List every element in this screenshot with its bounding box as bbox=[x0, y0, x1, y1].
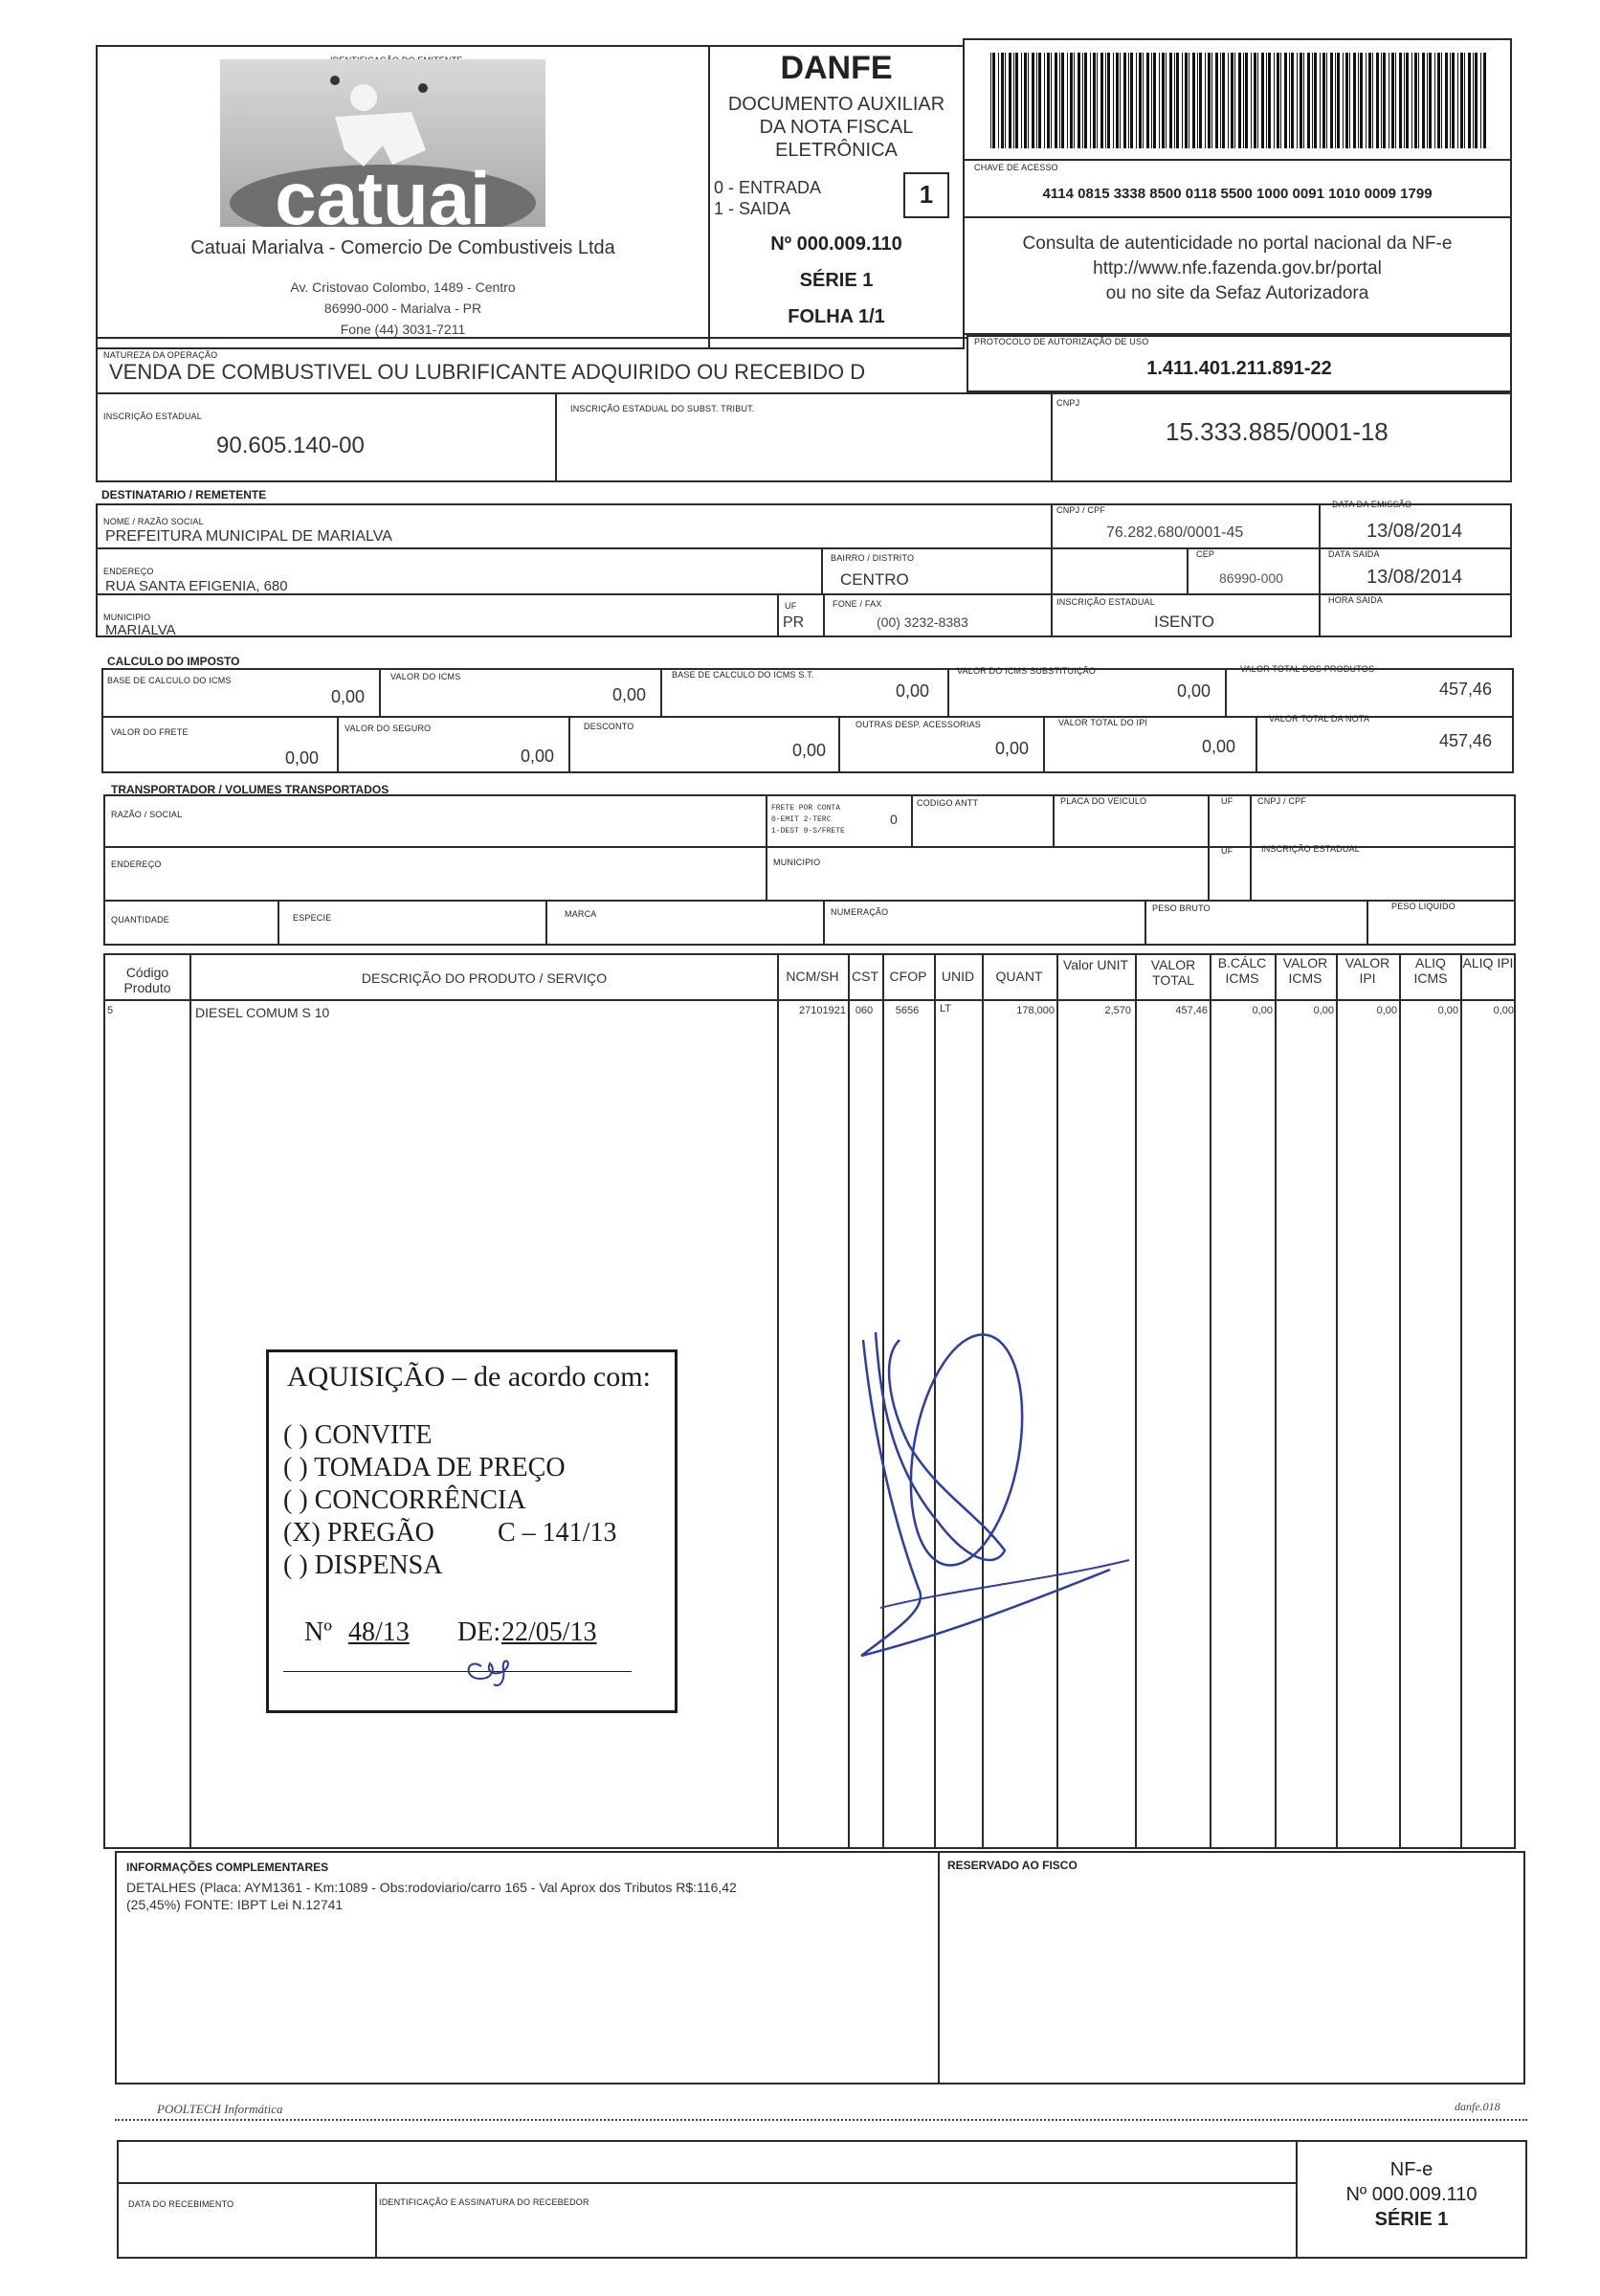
tr-v6 bbox=[278, 900, 279, 946]
tr-antt-label: CODIGO ANTT bbox=[917, 798, 979, 808]
danfe-saida: 1 - SAIDA bbox=[714, 199, 791, 218]
tr-endereco-label: ENDEREÇO bbox=[111, 859, 162, 869]
info-line1: DETALHES (Placa: AYM1361 - Km:1089 - Obs:rodoviario/carro 165 - Val Aprox dos Tributos R$:116,42 bbox=[126, 1880, 737, 1895]
danfe-title: DANFE bbox=[780, 50, 893, 86]
dest-h2 bbox=[96, 593, 1512, 595]
info-label: INFORMAÇÕES COMPLEMENTARES bbox=[126, 1861, 329, 1874]
v-ipi-label: VALOR TOTAL DO IPI bbox=[1058, 718, 1148, 727]
canhoto-data-label: DATA DO RECEBIMENTO bbox=[128, 2199, 234, 2209]
danfe-folha: FOLHA 1/1 bbox=[788, 306, 885, 327]
dest-ie: ISENTO bbox=[1154, 613, 1214, 631]
dest-municipio-label: MUNICIPIO bbox=[103, 613, 151, 622]
dest-cep-label: CEP bbox=[1196, 549, 1215, 559]
consulta-line2: http://www.nfe.fazenda.gov.br/portal bbox=[1093, 258, 1382, 279]
imposto-section: CALCULO DO IMPOSTO bbox=[107, 655, 240, 668]
tr-v1 bbox=[766, 794, 767, 900]
tr-peso-bruto-label: PESO BRUTO bbox=[1152, 903, 1211, 913]
bc-icms: 0,00 bbox=[331, 687, 366, 706]
canhoto-v1 bbox=[375, 2182, 377, 2259]
protocolo-label: PROTOCOLO DE AUTORIZAÇÃO DE USO bbox=[974, 337, 1149, 346]
dest-cnpj: 76.282.680/0001-45 bbox=[1106, 524, 1244, 541]
emitente-phone: Fone (44) 3031-7211 bbox=[340, 322, 466, 337]
col-header-ncm: NCM/SH bbox=[786, 969, 839, 984]
logo-text: catuai bbox=[275, 156, 491, 227]
tr-v7 bbox=[545, 900, 547, 946]
dest-cnpj-label: CNPJ / CPF bbox=[1056, 505, 1106, 515]
cnpj-emit-label: CNPJ bbox=[1056, 398, 1080, 408]
ins-div2 bbox=[1051, 392, 1053, 482]
col-div-1 bbox=[189, 953, 191, 1849]
protocolo-value: 1.411.401.211.891-22 bbox=[1146, 358, 1332, 379]
imp-v3 bbox=[947, 668, 949, 716]
consulta-line1: Consulta de autenticidade no portal nacional da NF-e bbox=[1022, 234, 1453, 254]
emitente-address2: 86990-000 - Marialva - PR bbox=[323, 301, 482, 316]
dest-v5 bbox=[777, 593, 779, 637]
row-ncm: 27101921 bbox=[799, 1005, 846, 1016]
row-vunit: 2,570 bbox=[1104, 1005, 1131, 1016]
footer-left: POOLTECH Informática bbox=[157, 2102, 283, 2116]
bc-st-label: BASE DE CALCULO DO ICMS S.T. bbox=[672, 670, 814, 680]
dest-hora-label: HORA SAIDA bbox=[1328, 595, 1384, 605]
dest-municipio: MARIALVA bbox=[105, 622, 176, 638]
tr-placa-label: PLACA DO VEICULO bbox=[1060, 796, 1147, 806]
row-unid: LT bbox=[940, 1003, 952, 1014]
dest-uf: PR bbox=[783, 614, 805, 631]
col-header-vtotal: VALOR TOTAL bbox=[1150, 957, 1196, 988]
desconto: 0,00 bbox=[792, 741, 827, 760]
dest-h1 bbox=[96, 547, 1512, 549]
tr-v8 bbox=[823, 900, 825, 946]
tr-v5 bbox=[1250, 794, 1252, 900]
stamp-opt-convite: ( ) CONVITE bbox=[283, 1420, 433, 1450]
dest-v2 bbox=[1319, 503, 1321, 637]
dest-cep: 86990-000 bbox=[1219, 570, 1283, 586]
tr-cnpj-label: CNPJ / CPF bbox=[1257, 796, 1307, 806]
danfe-tipo: 1 bbox=[919, 180, 934, 209]
dest-emissao: 13/08/2014 bbox=[1367, 521, 1463, 542]
imp-v5 bbox=[337, 716, 339, 773]
v-prod-label: VALOR TOTAL DOS PRODUTOS bbox=[1240, 664, 1375, 674]
dest-fone: (00) 3232-8383 bbox=[877, 614, 968, 630]
row-vtotal: 457,46 bbox=[1175, 1005, 1208, 1016]
outras: 0,00 bbox=[995, 739, 1030, 758]
col-header-aliqicms: ALIQ ICMS bbox=[1413, 955, 1448, 986]
chave-divider2 bbox=[963, 216, 1512, 218]
desconto-label: DESCONTO bbox=[584, 722, 634, 731]
v-frete: 0,00 bbox=[285, 748, 320, 768]
col-div-2 bbox=[777, 953, 779, 1849]
tr-municipio-label: MUNICIPIO bbox=[773, 858, 821, 867]
ie-value: 90.605.140-00 bbox=[216, 433, 365, 458]
row-descricao: DIESEL COMUM S 10 bbox=[195, 1005, 330, 1020]
danfe-subtitle3: ELETRÔNICA bbox=[775, 140, 898, 161]
v-ipi: 0,00 bbox=[1202, 737, 1236, 756]
canhoto-h1 bbox=[117, 2182, 1296, 2184]
col-div-13 bbox=[1460, 953, 1462, 1849]
v-st: 0,00 bbox=[1177, 681, 1211, 701]
col-header-vicms: VALOR ICMS bbox=[1282, 955, 1328, 986]
dest-bairro: CENTRO bbox=[840, 570, 909, 589]
prod-header-line bbox=[103, 999, 1516, 1001]
dest-saida-label: DATA SAIDA bbox=[1328, 549, 1380, 559]
col-div-9 bbox=[1210, 953, 1211, 1849]
tr-quantidade-label: QUANTIDADE bbox=[111, 915, 170, 925]
v-seguro-label: VALOR DO SEGURO bbox=[344, 724, 432, 733]
v-seguro: 0,00 bbox=[521, 747, 555, 766]
natureza-label: NATUREZA DA OPERAÇÃO bbox=[103, 350, 218, 360]
stamp-opt-dispensa: ( ) DISPENSA bbox=[283, 1550, 443, 1580]
stamp-no-value: 48/13 bbox=[348, 1617, 410, 1647]
dest-v3 bbox=[821, 547, 823, 593]
v-frete-label: VALOR DO FRETE bbox=[111, 727, 189, 737]
catuai-logo bbox=[220, 59, 545, 227]
consulta-line3: ou no site da Sefaz Autorizadora bbox=[1105, 283, 1369, 303]
col-header-cst: CST bbox=[852, 969, 878, 984]
dest-endereco-label: ENDEREÇO bbox=[103, 567, 154, 576]
v-st-label: VALOR DO ICMS SUBSTITUIÇÃO bbox=[957, 666, 1097, 676]
danfe-subtitle2: DA NOTA FISCAL bbox=[759, 117, 914, 138]
transportador-section: TRANSPORTADOR / VOLUMES TRANSPORTADOS bbox=[111, 783, 389, 796]
outras-label: OUTRAS DESP. ACESSORIAS bbox=[856, 720, 981, 729]
tr-v2 bbox=[911, 794, 913, 846]
v-nota: 457,46 bbox=[1439, 731, 1493, 750]
stamp-opt-concorrencia: ( ) CONCORRÊNCIA bbox=[283, 1485, 526, 1515]
ie-label: INSCRIÇÃO ESTADUAL bbox=[103, 412, 202, 421]
cnpj-emit-value: 15.333.885/0001-18 bbox=[1166, 417, 1389, 446]
tr-peso-liquido-label: PESO LIQUIDO bbox=[1391, 902, 1456, 911]
dest-v1 bbox=[1051, 503, 1053, 637]
bc-st: 0,00 bbox=[896, 681, 930, 701]
stamp-opt-tomada: ( ) TOMADA DE PREÇO bbox=[283, 1453, 566, 1482]
footer-dotted bbox=[115, 2119, 1527, 2121]
dest-endereco: RUA SANTA EFIGENIA, 680 bbox=[105, 578, 288, 594]
stamp-opt-pregao: (X) PREGÃO bbox=[283, 1518, 434, 1548]
dest-uf-label: UF bbox=[785, 601, 797, 611]
ins-div1 bbox=[555, 392, 557, 482]
col-header-bcicms: B.CÁLC ICMS bbox=[1217, 955, 1267, 986]
imp-v2 bbox=[660, 668, 662, 716]
row-cfop: 5656 bbox=[895, 1005, 920, 1016]
row-cst: 060 bbox=[855, 1005, 874, 1016]
tr-frete-label1: FRETE POR CONTA bbox=[771, 804, 841, 813]
stamp-pregao-number: C – 141/13 bbox=[498, 1518, 617, 1548]
row-aliqicms: 0,00 bbox=[1437, 1005, 1458, 1016]
col-header-vunit: Valor UNIT bbox=[1062, 957, 1129, 972]
row-bcicms: 0,00 bbox=[1252, 1005, 1273, 1016]
dest-saida: 13/08/2014 bbox=[1367, 567, 1463, 588]
stamp-no-label: Nº bbox=[304, 1617, 332, 1647]
dest-v4 bbox=[1187, 547, 1189, 593]
tr-uf2-label: UF bbox=[1221, 846, 1233, 856]
col-header-vipi: VALOR IPI bbox=[1344, 955, 1390, 986]
reservado-label: RESERVADO AO FISCO bbox=[947, 1859, 1078, 1872]
canhoto-assinatura-label: IDENTIFICAÇÃO E ASSINATURA DO RECEBEDOR bbox=[379, 2197, 589, 2207]
imp-v4 bbox=[1225, 668, 1227, 716]
col-div-10 bbox=[1275, 953, 1277, 1849]
tr-ie-label: INSCRIÇÃO ESTADUAL bbox=[1261, 844, 1360, 854]
imp-v8 bbox=[1043, 716, 1045, 773]
stamp-title: AQUISIÇÃO – de acordo com: bbox=[287, 1361, 651, 1393]
col-header-descricao: DESCRIÇÃO DO PRODUTO / SERVIÇO bbox=[361, 970, 608, 986]
imp-v6 bbox=[568, 716, 570, 773]
dest-emissao-label: DATA DA EMISSÃO bbox=[1332, 500, 1412, 509]
tr-v4 bbox=[1208, 794, 1210, 900]
barcode bbox=[990, 53, 1488, 148]
v-nota-label: VALOR TOTAL DA NOTA bbox=[1269, 714, 1370, 724]
dest-ie-label: INSCRIÇÃO ESTADUAL bbox=[1056, 597, 1155, 607]
danfe-entrada: 0 - ENTRADA bbox=[714, 178, 822, 197]
v-prod: 457,46 bbox=[1439, 680, 1493, 699]
tr-frete: 0 bbox=[890, 812, 898, 827]
col-header-unid: UNID bbox=[941, 969, 975, 984]
tr-especie-label: ESPECIE bbox=[293, 913, 332, 923]
row-codigo: 5 bbox=[107, 1005, 114, 1016]
info-divider bbox=[938, 1851, 940, 2084]
dest-nome: PREFEITURA MUNICIPAL DE MARIALVA bbox=[105, 528, 392, 545]
col-header-aliqipi: ALIQ IPI bbox=[1462, 955, 1514, 970]
imp-v9 bbox=[1256, 716, 1257, 773]
canhoto-nfe: NF-e bbox=[1389, 2159, 1433, 2180]
tr-v9 bbox=[1144, 900, 1146, 946]
imp-v7 bbox=[838, 716, 840, 773]
danfe-numero: Nº 000.009.110 bbox=[770, 234, 902, 255]
dest-v6 bbox=[823, 593, 825, 637]
info-line2: (25,45%) FONTE: IBPT Lei N.12741 bbox=[126, 1897, 344, 1912]
tr-h2 bbox=[103, 900, 1516, 902]
row-vipi: 0,00 bbox=[1376, 1005, 1397, 1016]
chave-label: CHAVE DE ACESSO bbox=[974, 163, 1058, 172]
col-header-quant: QUANT bbox=[995, 969, 1043, 984]
handwritten-initials bbox=[457, 1642, 544, 1690]
v-icms: 0,00 bbox=[612, 685, 647, 704]
danfe-subtitle1: DOCUMENTO AUXILIAR bbox=[727, 94, 945, 115]
chave-value: 4114 0815 3338 8500 0118 5500 1000 0091 1010 0009 1799 bbox=[1042, 186, 1433, 202]
emitente-address1: Av. Cristovao Colombo, 1489 - Centro bbox=[290, 279, 516, 295]
chave-divider bbox=[963, 159, 1512, 161]
canhoto-numero: Nº 000.009.110 bbox=[1345, 2184, 1478, 2205]
row-quant: 178,000 bbox=[1016, 1005, 1055, 1016]
v-icms-label: VALOR DO ICMS bbox=[390, 672, 461, 681]
col-header-codigo: Código Produto bbox=[123, 965, 171, 995]
dest-bairro-label: BAIRRO / DISTRITO bbox=[831, 553, 915, 563]
bc-icms-label: BASE DE CALCULO DO ICMS bbox=[107, 676, 232, 685]
tr-numeracao-label: NUMERAÇÃO bbox=[831, 907, 889, 917]
tr-frete-label2: 0-EMIT 2-TERC bbox=[771, 815, 832, 824]
tr-v10 bbox=[1367, 900, 1368, 946]
tr-razao-label: RAZÃO / SOCIAL bbox=[111, 810, 183, 819]
signature-scribble bbox=[823, 1321, 1148, 1684]
stamp-de-value: 22/05/13 bbox=[501, 1617, 597, 1647]
tr-marca-label: MARCA bbox=[565, 909, 597, 919]
imp-v1 bbox=[379, 668, 381, 716]
canhoto-serie: SÉRIE 1 bbox=[1374, 2209, 1449, 2230]
stamp-de-label: DE: bbox=[457, 1617, 501, 1647]
tr-v3 bbox=[1053, 794, 1055, 846]
col-div-12 bbox=[1399, 953, 1401, 1849]
row-aliqipi: 0,00 bbox=[1493, 1005, 1514, 1016]
footer-right: danfe.018 bbox=[1455, 2100, 1500, 2113]
danfe-serie: SÉRIE 1 bbox=[799, 270, 874, 291]
col-header-cfop: CFOP bbox=[889, 969, 927, 984]
destinatario-section: DESTINATARIO / REMETENTE bbox=[101, 488, 267, 502]
row-vicms: 0,00 bbox=[1313, 1005, 1334, 1016]
iest-label: INSCRIÇÃO ESTADUAL DO SUBST. TRIBUT. bbox=[570, 404, 755, 413]
natureza-value: VENDA DE COMBUSTIVEL OU LUBRIFICANTE ADQUIRIDO OU RECEBIDO D bbox=[109, 360, 866, 384]
tr-frete-label3: 1-DEST 9-S/FRETE bbox=[771, 827, 845, 836]
dest-fone-label: FONE / FAX bbox=[833, 599, 882, 609]
tr-uf-label: UF bbox=[1221, 796, 1233, 806]
emitente-name: Catuai Marialva - Comercio De Combustiveis Ltda bbox=[190, 237, 615, 258]
col-div-11 bbox=[1336, 953, 1338, 1849]
dest-nome-label: NOME / RAZÃO SOCIAL bbox=[103, 517, 204, 526]
